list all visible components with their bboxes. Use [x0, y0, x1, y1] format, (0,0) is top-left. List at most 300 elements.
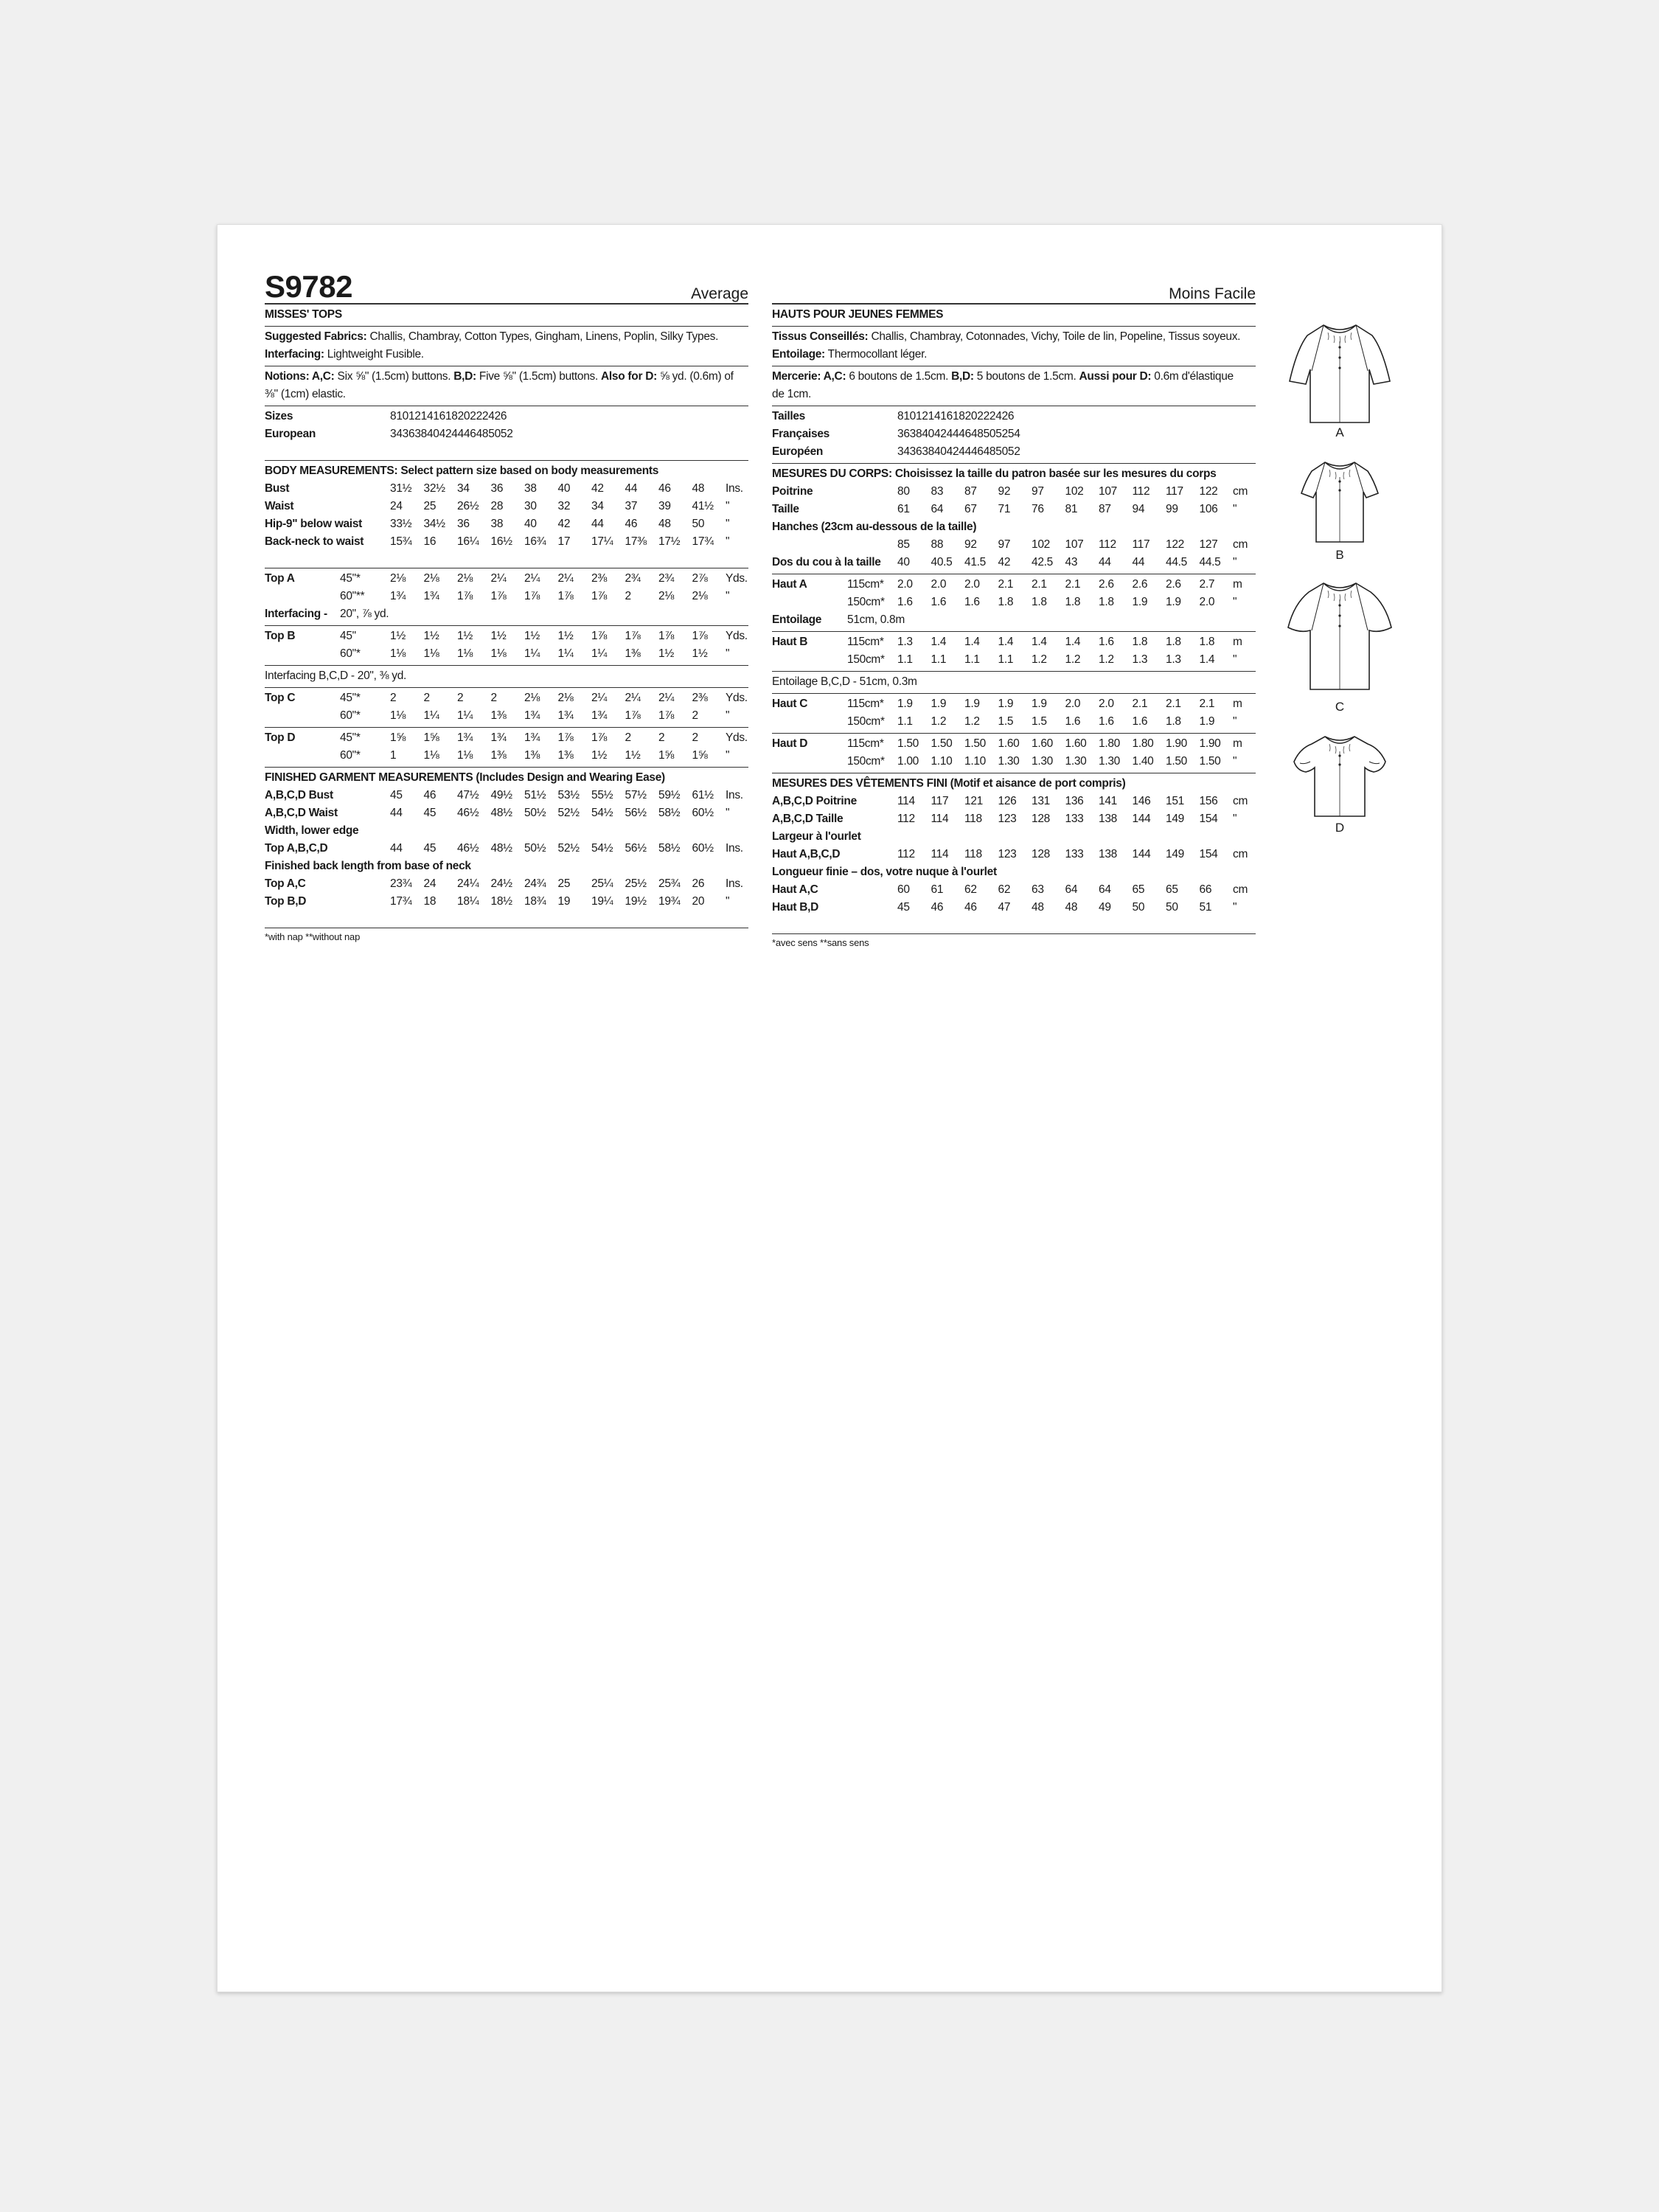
table-row	[772, 753, 1256, 771]
unit-label: Yds.	[726, 692, 748, 704]
table-cell: 45	[897, 901, 910, 914]
table-cell: 102	[1065, 485, 1084, 498]
unit-label: "	[1233, 556, 1237, 568]
table-cell: 1½	[591, 749, 607, 762]
table-cell: 34	[457, 482, 470, 495]
row-label: Top B	[265, 630, 296, 642]
table-cell: 1.8	[998, 596, 1014, 608]
table-cell: 118	[964, 848, 982, 860]
row-label: Top A,B,C,D	[265, 842, 328, 855]
table-cell: 1⅜	[524, 749, 540, 762]
table-cell: 2.6	[1099, 578, 1114, 591]
table-cell: 1½	[692, 647, 708, 660]
yardage-haut-c-fr	[772, 694, 1256, 734]
table-row	[772, 554, 1256, 571]
table-cell: 44	[390, 807, 403, 819]
size-value: 38	[909, 428, 922, 440]
table-cell: 2.0	[1099, 698, 1114, 710]
table-cell: 1.3	[1132, 653, 1148, 666]
row-label: Haut C	[772, 698, 808, 710]
table-cell: 2¾	[625, 572, 641, 585]
table-cell: 1⅞	[591, 731, 607, 744]
table-row	[265, 515, 748, 533]
row-label	[265, 645, 340, 663]
table-cell: 43	[1065, 556, 1078, 568]
yardage-top-a-en: Top A 45"* 2⅛ 2⅛ 2⅛ 2¼ 2¼ 2¼ 2⅜ 2¾ 2¾ 2⅞ Yds. 60"** 1¾ 1¾ 1⅞ 1⅞ 1⅞ 1⅞ 1⅞ 2 2⅛ 2⅛ " Interfacing - 20", ⅞ yd.	[265, 568, 748, 626]
table-cell: 2⅜	[692, 692, 708, 704]
fabric-width: 115cm*	[847, 578, 884, 591]
table-cell: 2⅛	[658, 590, 674, 602]
finished-measurements-en: FINISHED GARMENT MEASUREMENTS (Includes Design and Wearing Ease) A,B,C,D Bust 45 46 47½ 49½ 51½ 53½ 55½ 57½ 59½ 61½ Ins. A,B,C,D Waist 44 45 46½ 48½ 50½ 52½ 54½ 56½ 58½ 60½ " Width, lower edge Top A,B,C,D 44 45 46½ 48½ 50½ 52½ 54½ 56½ 58½ 60½ Ins. Finished back length from base of neck Top A,C 23¾ 24 24¼ 24½ 24¾ 25 25¼ 25½ 25¾ 26 Ins. Top B,D 17¾ 18 18¼ 18½ 18¾ 19 19¼ 19½ 19¾ 20 "	[265, 768, 748, 928]
table-cell: 2⅛	[524, 692, 540, 704]
table-row	[265, 627, 748, 645]
table-cell: 1.9	[964, 698, 980, 710]
table-cell: 1¾	[423, 590, 439, 602]
size-value: 16	[433, 410, 445, 422]
size-value: 38	[414, 428, 427, 440]
unit-label: m	[1233, 636, 1242, 648]
unit-label: Ins.	[726, 877, 743, 890]
table-row	[772, 483, 1256, 501]
table-cell: 44.5	[1199, 556, 1221, 568]
table-cell: 63	[1032, 883, 1044, 896]
table-cell: 24½	[490, 877, 512, 890]
table-cell: 1.50	[1199, 755, 1221, 768]
table-cell: 37	[625, 500, 638, 512]
table-cell: 88	[931, 538, 944, 551]
table-cell: 40	[557, 482, 571, 495]
table-cell: 1.50	[897, 737, 919, 750]
table-cell: 1⅝	[423, 731, 439, 744]
table-cell: 2⅜	[591, 572, 607, 585]
table-cell: 1.30	[998, 755, 1020, 768]
size-value: 16	[940, 410, 953, 422]
yardage-haut-a-fr: Haut A 115cm* 2.0 2.0 2.0 2.1 2.1 2.1 2.6 2.6 2.6 2.7 m 150cm* 1.6 1.6 1.6 1.8 1.8 1.8 1.8 1.9 1.9 2.0 " Entoilage 51cm, 0.8m	[772, 574, 1256, 632]
table-cell: 1⅝	[390, 731, 406, 744]
table-cell: 48	[658, 518, 671, 530]
table-cell: 114	[897, 795, 915, 807]
sizes-row: Sizes 8101214161820222426	[265, 408, 748, 425]
table-cell: 1⅞	[457, 590, 473, 602]
table-cell: 1¼	[557, 647, 574, 660]
table-cell: 66	[1199, 883, 1212, 896]
size-value: 40	[426, 428, 439, 440]
table-cell: 1⅛	[423, 749, 439, 762]
table-cell: 65	[1166, 883, 1178, 896]
table-cell: 26	[692, 877, 705, 890]
table-cell: 41½	[692, 500, 714, 512]
francaises-values	[897, 425, 1020, 443]
table-cell: 16¾	[524, 535, 546, 548]
notions-fr: Mercerie: A,C: 6 boutons de 1.5cm. B,D: 5 boutons de 1.5cm. Aussi pour D: 0.6m d'élastique de 1cm.	[772, 366, 1256, 406]
table-cell: 1.50	[931, 737, 953, 750]
table-row	[265, 707, 748, 725]
table-cell: 60½	[692, 842, 714, 855]
table-cell: 1.9	[1199, 715, 1215, 728]
notions-en: Notions: A,C: Six ⅝" (1.5cm) buttons. B,D: Five ⅝" (1.5cm) buttons. Also for D: ⅝ yd. (0.6m) of ⅜" (1cm) elastic.	[265, 366, 748, 406]
table-cell: 2	[423, 692, 430, 704]
table-cell: 1.8	[1065, 596, 1081, 608]
table-cell: 133	[1065, 813, 1084, 825]
sizes-table-en	[265, 406, 748, 461]
table-cell: 107	[1065, 538, 1084, 551]
size-value: 44	[451, 428, 464, 440]
table-cell: 2.7	[1199, 578, 1215, 591]
unit-label: cm	[1233, 883, 1248, 896]
unit-label: "	[726, 535, 730, 548]
table-cell: 40	[897, 556, 910, 568]
view-b-label: B	[1335, 548, 1344, 562]
table-cell: 58½	[658, 842, 681, 855]
table-cell: 1.4	[931, 636, 947, 648]
table-cell: 31½	[390, 482, 412, 495]
table-cell: 52½	[557, 807, 580, 819]
table-cell: 1½	[457, 630, 473, 642]
table-cell: 141	[1099, 795, 1117, 807]
table-cell: 1¾	[390, 590, 406, 602]
table-cell: 1½	[490, 630, 507, 642]
top-c-icon	[1281, 579, 1399, 697]
fabric-width: 45"*	[340, 731, 361, 744]
table-cell: 1.5	[1032, 715, 1047, 728]
table-row	[772, 651, 1256, 669]
table-cell: 25¼	[591, 877, 613, 890]
top-b-icon	[1281, 458, 1399, 546]
table-row	[772, 735, 1256, 753]
table-cell: 62	[998, 883, 1011, 896]
table-cell: 1⅞	[490, 590, 507, 602]
table-cell: 42	[591, 482, 604, 495]
table-cell: 50	[1166, 901, 1178, 914]
table-row	[265, 729, 748, 747]
table-cell: 94	[1132, 503, 1145, 515]
row-label: Dos du cou à la taille	[772, 556, 881, 568]
table-cell: 1.4	[1032, 636, 1047, 648]
table-cell: 1.50	[1166, 755, 1187, 768]
table-cell: 1.60	[998, 737, 1020, 750]
size-value: 50	[983, 428, 996, 440]
size-value: 52	[500, 428, 513, 440]
row-label: Top A	[265, 572, 295, 585]
size-value: 12	[408, 410, 421, 422]
table-cell: 149	[1166, 848, 1184, 860]
table-cell: 154	[1199, 848, 1218, 860]
english-column	[265, 269, 748, 942]
table-cell: 60½	[692, 807, 714, 819]
table-cell: 144	[1132, 848, 1151, 860]
row-label: Hip-9" below waist	[265, 518, 362, 530]
table-cell: 44	[390, 842, 403, 855]
table-cell: 2¼	[625, 692, 641, 704]
table-cell: 46	[423, 789, 437, 801]
table-cell: 1⅛	[457, 647, 473, 660]
table-cell: 17	[557, 535, 571, 548]
size-value: 24	[481, 410, 495, 422]
table-cell: 1⅞	[524, 590, 540, 602]
table-cell: 123	[998, 813, 1017, 825]
table-row	[772, 536, 1256, 554]
table-cell: 1.8	[1199, 636, 1215, 648]
size-value: 22	[977, 410, 990, 422]
table-cell: 1.1	[931, 653, 947, 666]
table-cell: 2¼	[490, 572, 507, 585]
top-d-icon	[1281, 732, 1399, 821]
unit-label: Yds.	[726, 572, 748, 585]
view-c-drawing	[1275, 579, 1405, 697]
table-cell: 56½	[625, 807, 647, 819]
table-cell: 1.60	[1032, 737, 1053, 750]
table-cell: 47½	[457, 789, 479, 801]
table-cell: 19¼	[591, 895, 613, 908]
row-label: A,B,C,D Bust	[265, 789, 333, 801]
size-value: 46	[970, 445, 984, 458]
table-cell: 39	[658, 500, 671, 512]
table-cell: 128	[1032, 848, 1050, 860]
table-cell: 1.10	[964, 755, 986, 768]
row-label: Haut A,C	[772, 883, 818, 896]
table-cell: 1.10	[931, 755, 953, 768]
garment-title-fr: HAUTS POUR JEUNES FEMMES	[772, 305, 1256, 327]
size-value: 34	[897, 445, 910, 458]
row-label: Top A,C	[265, 877, 306, 890]
table-cell: 32	[557, 500, 571, 512]
table-cell: 40.5	[931, 556, 953, 568]
unit-label: m	[1233, 698, 1242, 710]
size-value: 12	[915, 410, 928, 422]
table-cell: 87	[1099, 503, 1111, 515]
unit-label: "	[726, 647, 730, 660]
table-cell: 102	[1032, 538, 1050, 551]
table-cell: 1¾	[557, 709, 574, 722]
view-a-drawing	[1275, 319, 1405, 430]
table-cell: 1⅜	[625, 647, 641, 660]
table-cell: 1½	[524, 630, 540, 642]
table-cell: 97	[1032, 485, 1044, 498]
table-cell: 112	[1132, 485, 1150, 498]
size-value: 26	[494, 410, 507, 422]
row-label: A,B,C,D Poitrine	[772, 795, 857, 807]
table-row	[772, 713, 1256, 731]
size-value: 44	[946, 428, 959, 440]
table-cell: 1.6	[964, 596, 980, 608]
row-label: A,B,C,D Taille	[772, 813, 844, 825]
unit-label: cm	[1233, 848, 1248, 860]
table-cell: 1½	[390, 630, 406, 642]
fabric-width: 45"*	[340, 572, 361, 585]
table-cell: 30	[524, 500, 537, 512]
table-cell: 1⅝	[658, 749, 674, 762]
table-cell: 20	[692, 895, 705, 908]
table-cell: 138	[1099, 813, 1117, 825]
table-cell: 44	[1099, 556, 1111, 568]
row-label	[772, 713, 847, 731]
table-cell: 49	[1099, 901, 1111, 914]
table-cell: 1⅞	[658, 630, 674, 642]
size-value: 20	[964, 410, 978, 422]
size-value: 44	[959, 445, 971, 458]
table-cell: 1¼	[423, 709, 439, 722]
tailles-row: Tailles 8101214161820222426	[772, 408, 1256, 425]
table-cell: 117	[1166, 485, 1183, 498]
european-row: European 34363840424446485052	[265, 425, 748, 443]
unit-label: Ins.	[726, 789, 743, 801]
table-cell: 154	[1199, 813, 1218, 825]
fabric-width: 150cm*	[847, 755, 885, 768]
fabric-width: 45"*	[340, 692, 361, 704]
table-cell: 46	[625, 518, 638, 530]
table-cell: 2¼	[524, 572, 540, 585]
table-cell: 46½	[457, 807, 479, 819]
table-cell: 2	[692, 709, 698, 722]
table-cell: 15¾	[390, 535, 412, 548]
unit-label: m	[1233, 578, 1242, 591]
table-cell: 1½	[658, 647, 674, 660]
table-cell: 1.8	[1166, 636, 1181, 648]
table-cell: 1.6	[897, 596, 913, 608]
view-d-drawing	[1275, 732, 1405, 821]
francaises-row: Françaises 36384042444648505254	[772, 425, 1256, 443]
table-cell: 16½	[490, 535, 512, 548]
size-value: 42	[439, 428, 452, 440]
table-cell: 1¼	[591, 647, 607, 660]
table-cell: 33½	[390, 518, 412, 530]
table-cell: 1	[390, 749, 397, 762]
table-cell: 87	[964, 485, 977, 498]
table-cell: 1.3	[897, 636, 913, 648]
table-cell: 24	[390, 500, 403, 512]
table-cell: 32½	[423, 482, 445, 495]
yardage-haut-b-fr	[772, 632, 1256, 672]
row-label	[265, 707, 340, 725]
table-cell: 67	[964, 503, 977, 515]
table-cell: 123	[998, 848, 1017, 860]
table-cell: 2	[625, 731, 631, 744]
table-cell: 122	[1199, 485, 1218, 498]
unit-label: "	[726, 895, 730, 908]
table-row	[265, 498, 748, 515]
table-cell: 71	[998, 503, 1011, 515]
table-cell: 61	[931, 883, 944, 896]
size-value: 34	[390, 428, 403, 440]
table-cell: 1.8	[1166, 715, 1181, 728]
row-label: Top D	[265, 731, 296, 744]
table-cell: 1.4	[998, 636, 1014, 648]
yardage-top-b-en	[265, 626, 748, 666]
table-cell: 92	[964, 538, 977, 551]
row-label: Waist	[265, 500, 294, 512]
table-cell: 2.1	[1065, 578, 1081, 591]
size-value: 46	[463, 428, 476, 440]
table-row	[265, 787, 748, 804]
table-cell: 2⅛	[557, 692, 574, 704]
table-cell: 1.8	[1099, 596, 1114, 608]
unit-label: "	[726, 709, 730, 722]
fabric-width: 150cm*	[847, 715, 885, 728]
table-cell: 133	[1065, 848, 1084, 860]
table-cell: 1.80	[1099, 737, 1120, 750]
table-row	[772, 881, 1256, 899]
table-cell: 1.8	[1032, 596, 1047, 608]
size-value: 40	[922, 428, 934, 440]
table-cell: 50½	[524, 807, 546, 819]
table-cell: 1.30	[1032, 755, 1053, 768]
table-row	[772, 695, 1256, 713]
fabric-width: 60"*	[340, 709, 361, 722]
table-cell: 54½	[591, 842, 613, 855]
table-cell: 65	[1132, 883, 1145, 896]
table-cell: 2.1	[1166, 698, 1181, 710]
table-cell: 1.9	[897, 698, 913, 710]
table-cell: 49½	[490, 789, 512, 801]
row-label: Back-neck to waist	[265, 535, 364, 548]
table-cell: 26½	[457, 500, 479, 512]
row-label	[772, 651, 847, 669]
table-cell: 45	[423, 842, 437, 855]
table-cell: 1⅛	[423, 647, 439, 660]
top-a-icon	[1281, 319, 1399, 430]
table-cell: 18¾	[524, 895, 546, 908]
fabric-width: 60"*	[340, 749, 361, 762]
fabric-width: 115cm*	[847, 636, 884, 648]
table-cell: 2.1	[1132, 698, 1148, 710]
europeen-row: Européen 34363840424446485052	[772, 443, 1256, 461]
table-cell: 1.9	[1166, 596, 1181, 608]
table-cell: 1.6	[931, 596, 947, 608]
table-cell: 2	[658, 731, 665, 744]
table-cell: 1¾	[490, 731, 507, 744]
fabric-width: 45"	[340, 630, 356, 642]
row-label: Haut A	[772, 578, 807, 591]
view-c-label: C	[1335, 700, 1345, 714]
table-cell: 81	[1065, 503, 1078, 515]
table-row	[265, 840, 748, 858]
table-cell: 2.0	[1065, 698, 1081, 710]
size-value: 42	[933, 428, 947, 440]
table-cell: 2¼	[658, 692, 674, 704]
table-row	[772, 846, 1256, 863]
table-cell: 1.00	[897, 755, 919, 768]
row-label: Bust	[265, 482, 290, 495]
table-row	[265, 747, 748, 765]
table-cell: 45	[423, 807, 437, 819]
fabric-width: 150cm*	[847, 596, 885, 608]
table-cell: 2	[625, 590, 631, 602]
table-cell: 64	[1065, 883, 1078, 896]
table-cell: 1⅝	[692, 749, 708, 762]
table-cell: 44	[1132, 556, 1145, 568]
table-cell: 25½	[625, 877, 647, 890]
table-cell: 122	[1166, 538, 1184, 551]
table-cell: 1.9	[931, 698, 947, 710]
table-row	[265, 570, 748, 588]
row-label	[772, 753, 847, 771]
view-a-label: A	[1335, 425, 1344, 439]
unit-label: "	[1233, 653, 1237, 666]
table-cell: 44	[625, 482, 638, 495]
unit-label: "	[1233, 813, 1237, 825]
table-cell: 117	[1132, 538, 1150, 551]
table-cell: 24¾	[524, 877, 546, 890]
table-cell: 1⅞	[625, 630, 641, 642]
table-cell: 1.30	[1065, 755, 1087, 768]
difficulty-fr: Moins Facile	[1169, 285, 1256, 302]
table-row	[265, 893, 748, 911]
size-value: 52	[1007, 445, 1020, 458]
table-cell: 2¼	[557, 572, 574, 585]
table-cell: 18½	[490, 895, 512, 908]
table-cell: 112	[1099, 538, 1116, 551]
unit-label: Yds.	[726, 630, 748, 642]
